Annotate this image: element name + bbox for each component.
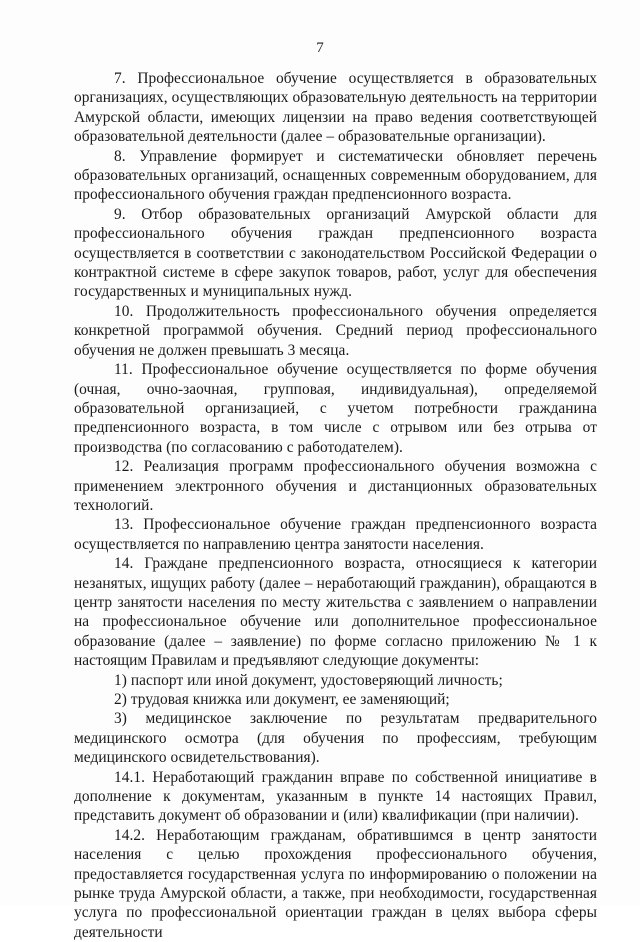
paragraph-14: 14. Граждане предпенсионного возраста, относящиеся к категории незанятых, ищущих работу (далее – неработающий гражданин), обращаются в центр занятости населения по месту жительства с заявлением о направлении на профессиональное обучение или дополнительное профессиональное образование (далее – заявление) по форме согласно приложению № 1 к настоящим Правилам и предъявляют следующие документы:	[74, 555, 597, 670]
page-number: 7	[316, 40, 324, 56]
paragraph-9: 9. Отбор образовательных организаций Амурской области для профессионального обучения граждан предпенсионного возраста осуществляется в соответствии с законодательством Российской Федерации о контрактной системе в сфере закупок товаров, работ, услуг для обеспечения государственных и муниципальных нужд.	[74, 205, 597, 301]
paragraph-11: 11. Профессиональное обучение осуществляется по форме обучения (очная, очно-заочная, групповая, индивидуальная), определяемой образовательной организацией, с учетом потребности гражданина предпенсионного возраста, в том числе с отрывом или без отрыва от производства (по согласованию с работодателем).	[74, 361, 597, 456]
list-item-work-book: 2) трудовая книжка или документ, ее заменяющий;	[114, 691, 450, 708]
paragraph-14-1: 14.1. Неработающий гражданин вправе по собственной инициативе в дополнение к документам, указанным в пункте 14 настоящих Правил, представить документ об образовании и (или) квалификации (при наличии).	[74, 768, 597, 825]
list-item-medical-report: 3) медицинское заключение по результатам предварительного медицинского осмотра (для обучения по профессиям, требующим медицинского освидетельствования).	[74, 710, 597, 767]
paragraph-7: 7. Профессиональное обучение осуществляется в образовательных организациях, осуществляющих образовательную деятельность на территории Амурской области, имеющих лицензии на право ведения соответствующей образовательной деятельности (далее – образовательные организации).	[74, 70, 597, 146]
paragraph-8: 8. Управление формирует и систематически обновляет перечень образовательных организаций, оснащенных современным оборудованием, для профессионального обучения граждан предпенсионного возраста.	[74, 147, 597, 204]
paragraph-10: 10. Продолжительность профессионального обучения определяется конкретной программой обучения. Средний период профессионального обучения не должен превышать 3 месяца.	[74, 302, 597, 359]
document-body	[74, 69, 597, 942]
paragraph-12: 12. Реализация программ профессионального обучения возможна с применением электронного обучения и дистанционных образовательных технологий.	[74, 458, 597, 514]
paragraph-13: 13. Профессиональное обучение граждан предпенсионного возраста осуществляется по направлению центра занятости населения.	[74, 516, 597, 553]
paragraph-14-2: 14.2. Неработающим гражданам, обратившимся в центр занятости населения с целью прохождения профессионального обучения, предоставляется государственная услуга по информированию о положении на рынке труда Амурской области, а также, при необходимости, государственная услуга по профессиональной ориентации граждан в целях выбора сферы деятельности	[74, 826, 597, 941]
list-item-passport: 1) паспорт или иной документ, удостоверяющий личность;	[114, 671, 503, 689]
